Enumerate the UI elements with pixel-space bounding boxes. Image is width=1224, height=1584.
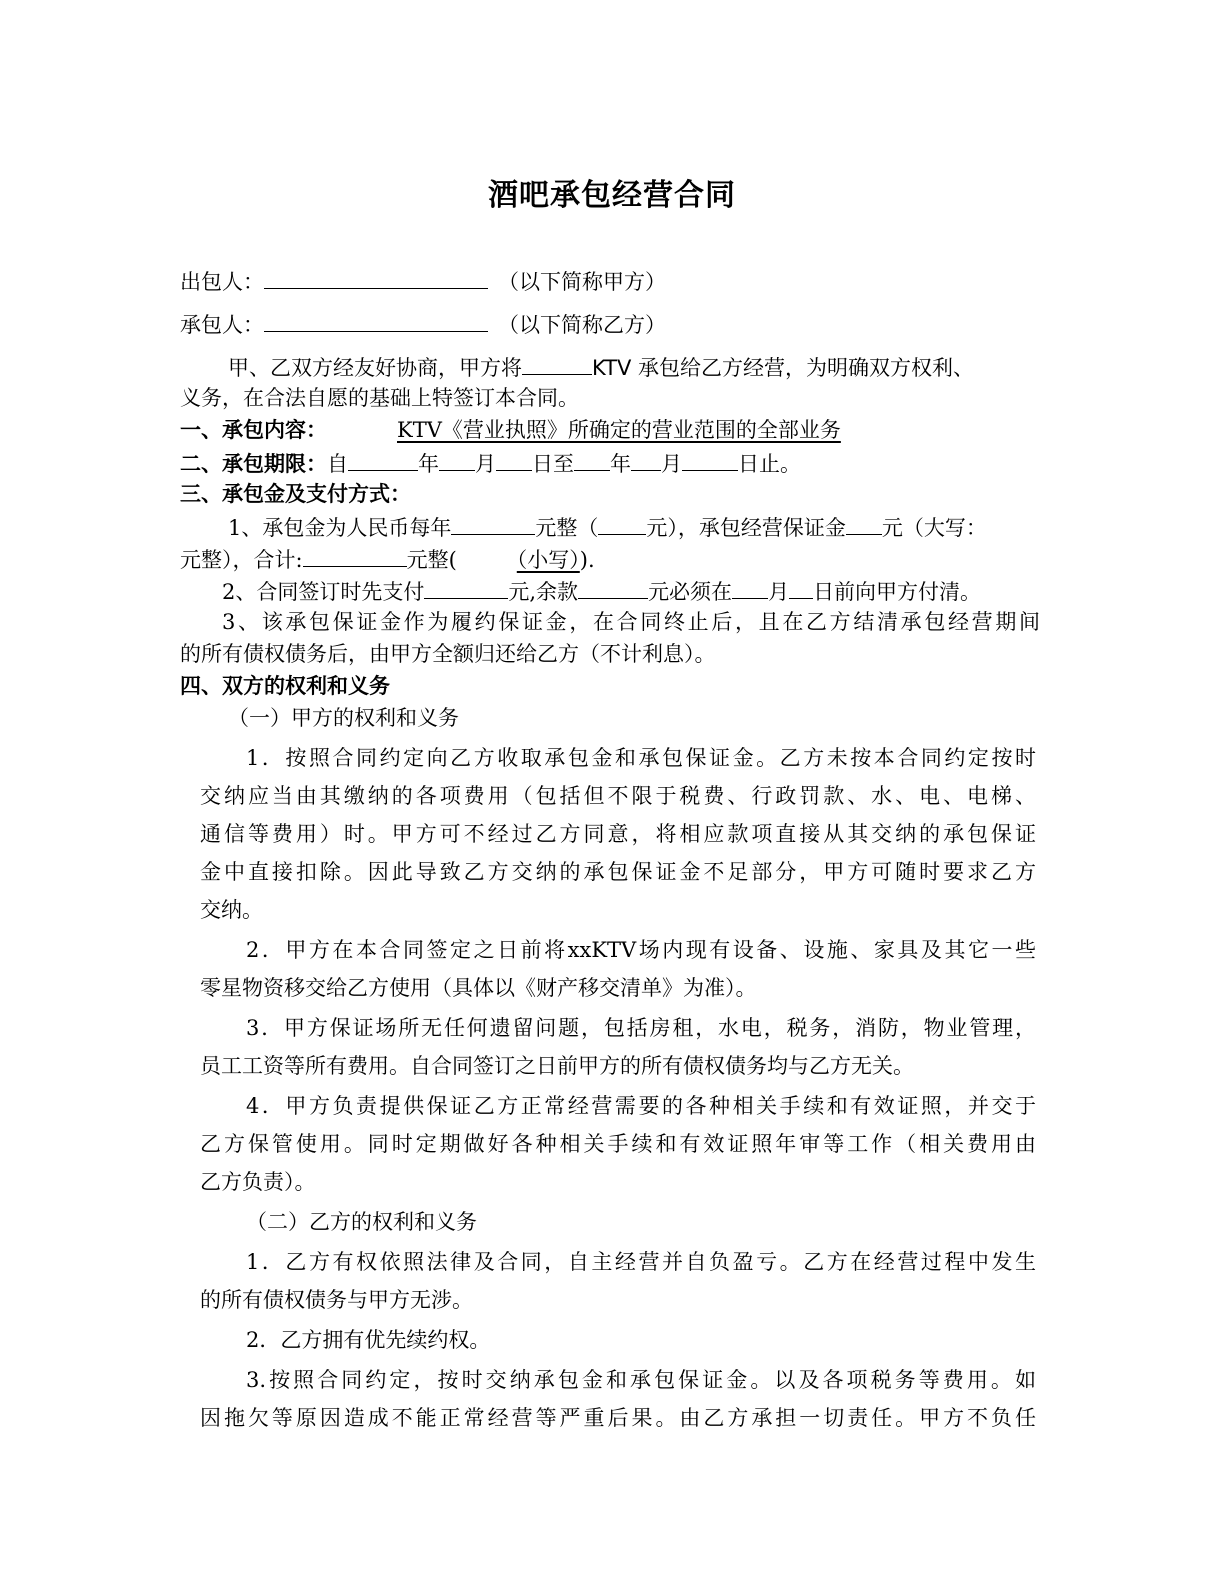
term-day-to: 日至 bbox=[532, 452, 574, 476]
party-a-clause-4-line: 乙方保管使用。同时定期做好各种相关手续和有效证照年审等工作（相关费用由 bbox=[200, 1132, 1036, 1156]
term-month-2: 月 bbox=[661, 452, 682, 476]
term-end-day-blank[interactable] bbox=[682, 446, 738, 471]
section-1 bbox=[180, 414, 1040, 446]
p1d: 元（大写： bbox=[881, 516, 987, 540]
lessor-note: （以下简称甲方） bbox=[498, 270, 666, 294]
first-payment-blank[interactable] bbox=[424, 574, 508, 599]
annual-fee-blank[interactable] bbox=[451, 510, 535, 535]
lessor-line bbox=[180, 264, 1040, 298]
term-from: 自 bbox=[327, 452, 348, 476]
deposit-blank[interactable] bbox=[846, 510, 882, 535]
term-start-month-blank[interactable] bbox=[439, 446, 475, 471]
term-start-year-blank[interactable] bbox=[348, 446, 418, 471]
lessor-blank[interactable] bbox=[264, 264, 488, 289]
p1g: （小写） bbox=[516, 548, 580, 572]
party-b-clause-2: 2．乙方拥有优先续约权。 bbox=[246, 1328, 491, 1352]
due-month-blank[interactable] bbox=[732, 574, 768, 599]
lessee-label: 承包人： bbox=[180, 313, 264, 337]
p1a: 1、承包金为人民币每年 bbox=[228, 516, 452, 540]
term-month-1: 月 bbox=[475, 452, 496, 476]
p2b: 元,余款 bbox=[508, 580, 579, 604]
party-a-clause-1-line: 交纳应当由其缴纳的各项费用（包括但不限于税费、行政罚款、水、电、电梯、 bbox=[200, 784, 1036, 808]
p2e: 日前向甲方付清。 bbox=[813, 580, 982, 604]
intro-ktv: KTV bbox=[592, 356, 632, 380]
p2c: 元必须在 bbox=[648, 580, 733, 604]
p2a: 2、合同签订时先支付 bbox=[222, 580, 425, 604]
payment-clause-2 bbox=[222, 574, 1040, 608]
payment-clause-1-line-1 bbox=[228, 510, 1040, 544]
term-year-1: 年 bbox=[418, 452, 439, 476]
section-4-heading: 四、双方的权利和义务 bbox=[180, 674, 390, 698]
subsection-party-a: （一）甲方的权利和义务 bbox=[228, 706, 459, 730]
p1f: 元整( bbox=[406, 548, 457, 572]
lessee-note: （以下简称乙方） bbox=[498, 313, 666, 337]
document-title: 酒吧承包经营合同 bbox=[488, 178, 736, 213]
party-a-clause-3-line: 3．甲方保证场所无任何遗留问题，包括房租，水电，税务，消防，物业管理， bbox=[246, 1016, 1036, 1040]
party-a-clause-4-line: 乙方负责）。 bbox=[200, 1170, 316, 1194]
subsection-party-b: （二）乙方的权利和义务 bbox=[246, 1210, 477, 1234]
party-b-clause-1-line: 的所有债权债务与甲方无涉。 bbox=[200, 1288, 473, 1312]
lessor-label: 出包人： bbox=[180, 270, 264, 294]
term-year-2: 年 bbox=[610, 452, 631, 476]
section-2 bbox=[180, 446, 1040, 480]
party-a-clause-1-line: 交纳。 bbox=[200, 898, 263, 922]
section-1-content: KTV《营业执照》所确定的营业范围的全部业务 bbox=[397, 418, 841, 442]
p1c: 元），承包经营保证金 bbox=[646, 516, 846, 540]
p1b: 元整（ bbox=[535, 516, 599, 540]
intro-line-1 bbox=[228, 350, 1040, 384]
party-a-clause-1-line: 1．按照合同约定向乙方收取承包金和承包保证金。乙方未按本合同约定按时 bbox=[246, 746, 1036, 770]
p1e: 元整），合计: bbox=[180, 548, 303, 572]
annual-fee-number-blank[interactable] bbox=[598, 510, 646, 535]
p1h: ). bbox=[579, 548, 595, 572]
party-a-clause-3-line: 员工工资等所有费用。自合同签订之日前甲方的所有债权债务均与乙方无关。 bbox=[200, 1054, 914, 1078]
lessee-line bbox=[180, 307, 1040, 341]
party-a-clause-2-line: 零星物资移交给乙方使用（具体以《财产移交清单》为准）。 bbox=[200, 976, 757, 1000]
payment-clause-3-line-2: 的所有债权债务后，由甲方全额归还给乙方（不计利息）。 bbox=[180, 642, 716, 666]
intro-line-2: 义务，在合法自愿的基础上特签订本合同。 bbox=[180, 386, 579, 410]
payment-clause-3-line-1: 3、该承包保证金作为履约保证金，在合同终止后，且在乙方结清承包经营期间 bbox=[222, 610, 1040, 634]
payment-clause-1-line-2 bbox=[180, 542, 1040, 576]
term-end: 日止。 bbox=[738, 452, 801, 476]
ktv-name-blank[interactable] bbox=[522, 350, 592, 375]
term-end-month-blank[interactable] bbox=[631, 446, 661, 471]
party-a-clause-1-line: 通信等费用）时。甲方可不经过乙方同意，将相应款项直接从其交纳的承包保证 bbox=[200, 822, 1036, 846]
term-end-year-blank[interactable] bbox=[574, 446, 610, 471]
intro-text-a: 甲、乙双方经友好协商，甲方将 bbox=[228, 356, 522, 380]
party-a-clause-2-line: 2．甲方在本合同签定之日前将xxKTV场内现有设备、设施、家具及其它一些 bbox=[246, 938, 1036, 962]
party-b-clause-3-line: 3.按照合同约定，按时交纳承包金和承包保证金。以及各项税务等费用。如 bbox=[246, 1368, 1036, 1392]
balance-blank[interactable] bbox=[578, 574, 648, 599]
section-2-heading: 二、承包期限： bbox=[180, 452, 327, 476]
party-b-clause-3-line: 因拖欠等原因造成不能正常经营等严重后果。由乙方承担一切责任。甲方不负任 bbox=[200, 1406, 1036, 1430]
party-a-clause-4-line: 4．甲方负责提供保证乙方正常经营需要的各种相关手续和有效证照，并交于 bbox=[246, 1094, 1036, 1118]
section-3-heading: 三、承包金及支付方式： bbox=[180, 482, 411, 506]
lessee-blank[interactable] bbox=[264, 307, 488, 332]
section-1-heading: 一、承包内容： bbox=[180, 418, 327, 442]
p2d: 月 bbox=[768, 580, 790, 604]
total-blank[interactable] bbox=[303, 542, 407, 567]
term-start-day-blank[interactable] bbox=[496, 446, 532, 471]
intro-text-c: 承包给乙方经营，为明确双方权利、 bbox=[631, 356, 975, 380]
party-a-clause-1-line: 金中直接扣除。因此导致乙方交纳的承包保证金不足部分，甲方可随时要求乙方 bbox=[200, 860, 1036, 884]
party-b-clause-1-line: 1．乙方有权依照法律及合同，自主经营并自负盈亏。乙方在经营过程中发生 bbox=[246, 1250, 1036, 1274]
due-day-blank[interactable] bbox=[789, 574, 813, 599]
